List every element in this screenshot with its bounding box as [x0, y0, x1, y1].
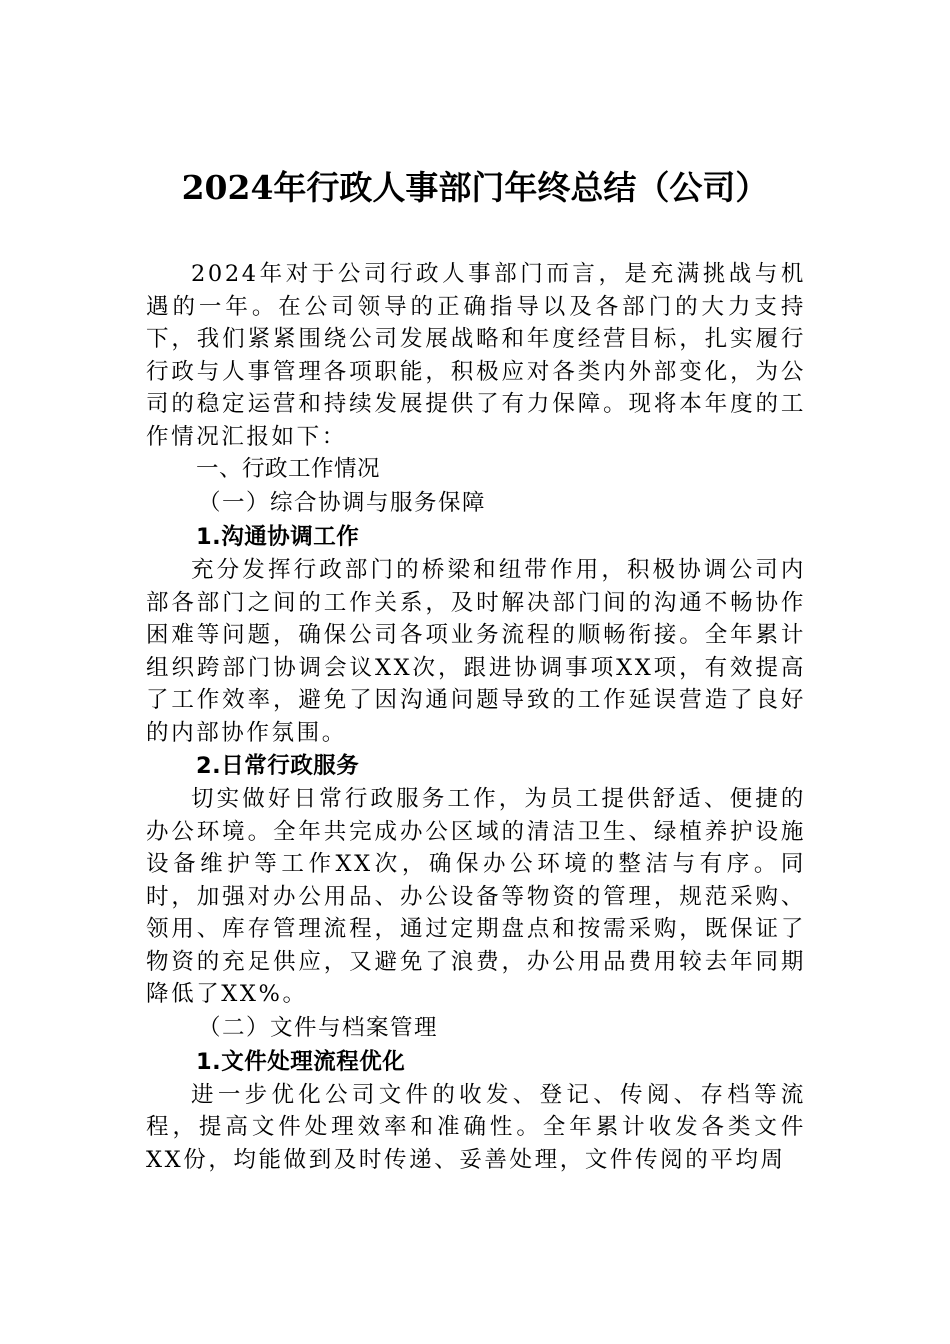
item-heading: 1.沟通协调工作: [196, 524, 360, 550]
subsection-heading: （一）综合协调与服务保障: [198, 490, 487, 516]
intro-paragraph: 2024年对于公司行政人事部门而言，是充满挑战与机遇的一年。在公司领导的正确指导以及各部门的大力支持下，我们紧紧围绕公司发展战略和年度经营目标，扎实履行行政与人事管理各项职能，积极应对各类内外部变化，为公司的稳定运营和持续发展提供了有力保障。现将本年度的工作情况汇报如下：: [146, 261, 806, 450]
document-body: [146, 258, 806, 1176]
subsection-heading: （二）文件与档案管理: [198, 1014, 439, 1041]
document-title: 2024年行政人事部门年终总结（公司）: [181, 168, 769, 207]
item-paragraph: 充分发挥行政部门的桥梁和纽带作用，积极协调公司内部各部门之间的工作关系，及时解决部门间的沟通不畅协作困难等问题，确保公司各项业务流程的顺畅衔接。全年累计组织跨部门协调会议XX次，跟进协调事项XX项，有效提高了工作效率，避免了因沟通问题导致的工作延误营造了良好的内部协作氛围。: [146, 557, 806, 746]
item-heading: 1.文件处理流程优化: [196, 1048, 406, 1075]
item-paragraph: 进一步优化公司文件的收发、登记、传阅、存档等流程，提高文件处理效率和准确性。全年累计收发各类文件XX份，均能做到及时传递、妥善处理，文件传阅的平均周: [146, 1081, 806, 1173]
item-paragraph: 切实做好日常行政服务工作，为员工提供舒适、便捷的办公环境。全年共完成办公区域的清洁卫生、绿植养护设施设备维护等工作XX次，确保办公环境的整洁与有序。同时，加强对办公用品、办公设备等物资的管理，规范采购、领用、库存管理流程，通过定期盘点和按需采购，既保证了物资的充足供应，又避免了浪费，办公用品费用较去年同期降低了XX%。: [146, 786, 806, 1007]
item-heading: 2.日常行政服务: [196, 753, 360, 779]
section-heading: 一、行政工作情况: [196, 456, 381, 482]
